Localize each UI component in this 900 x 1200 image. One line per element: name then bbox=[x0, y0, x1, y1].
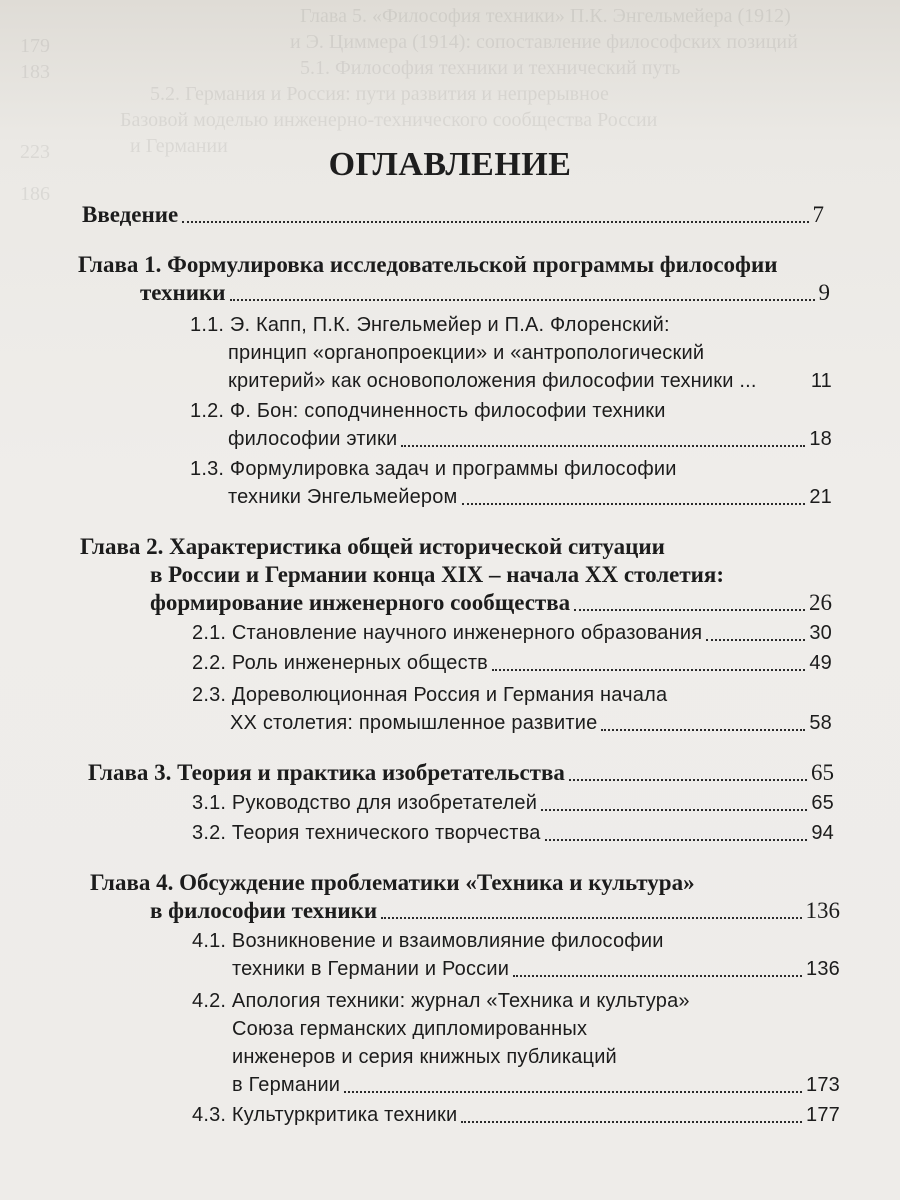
toc-entry-text: XX столетия: промышленное развитие bbox=[230, 712, 598, 734]
dot-leader bbox=[601, 729, 805, 731]
toc-entry-text: в философии техники bbox=[150, 898, 378, 923]
toc-entry-introduction bbox=[82, 200, 824, 230]
dot-leader bbox=[461, 1121, 802, 1123]
dot-leader bbox=[569, 779, 807, 781]
toc-entry-text: формирование инженерного сообщества bbox=[150, 590, 571, 615]
toc-section-4-2-line-2: Союза германских дипломированных bbox=[232, 1018, 588, 1040]
dot-leader bbox=[706, 639, 805, 641]
toc-chapter-2-line-2: в России и Германии конца XIX – начала XX столетия: bbox=[150, 562, 725, 587]
toc-entry-text: Введение bbox=[82, 202, 179, 227]
toc-section-4-1-line-2 bbox=[232, 954, 840, 984]
toc-section-1-2-line-1: 1.2. Ф. Бон: соподчиненность философии техники bbox=[190, 400, 666, 422]
toc-page-number: 177 bbox=[806, 1104, 840, 1126]
toc-page-number: 58 bbox=[809, 712, 832, 734]
toc-section-3-1 bbox=[192, 788, 834, 818]
toc-page-number: 173 bbox=[806, 1074, 840, 1096]
toc-page-number: 21 bbox=[809, 486, 832, 508]
toc-entry-text: 2.2. Роль инженерных обществ bbox=[192, 652, 489, 674]
ghost-line: и Германии bbox=[130, 135, 228, 157]
toc-entry-text: техники в Германии и России bbox=[232, 958, 510, 980]
toc-entry-text: критерий» как основоположения философии техники ... bbox=[228, 370, 757, 392]
toc-page-number: 26 bbox=[809, 590, 832, 615]
dot-leader bbox=[545, 839, 808, 841]
dot-leader bbox=[574, 609, 805, 611]
toc-page-number: 65 bbox=[811, 792, 834, 814]
toc-page-number: 94 bbox=[811, 822, 834, 844]
toc-section-2-1 bbox=[192, 618, 832, 648]
toc-page-number: 136 bbox=[805, 898, 840, 923]
toc-entry-text: 2.1. Становление научного инженерного образования bbox=[192, 622, 703, 644]
toc-section-1-1-line-3 bbox=[228, 366, 832, 396]
ghost-line: и Э. Циммера (1914): сопоставление философских позиций bbox=[290, 31, 798, 53]
toc-chapter-3 bbox=[88, 758, 834, 788]
toc-chapter-1-line-2 bbox=[140, 278, 830, 308]
toc-section-4-1-line-1: 4.1. Возникновение и взаимовлияние философии bbox=[192, 930, 664, 952]
ghost-number: 179 bbox=[20, 35, 50, 57]
ghost-line: Базовой моделью инженерно-технического сообщества России bbox=[120, 109, 658, 131]
toc-entry-text: техники bbox=[140, 280, 226, 305]
toc-entry-text: 3.1. Руководство для изобретателей bbox=[192, 792, 538, 814]
toc-section-1-3-line-1: 1.3. Формулировка задач и программы философии bbox=[190, 458, 677, 480]
toc-page-number: 65 bbox=[811, 760, 834, 785]
toc-section-4-2-line-3: инженеров и серия книжных публикаций bbox=[232, 1046, 617, 1068]
toc-section-2-3-line-2 bbox=[230, 708, 832, 738]
ghost-number: 183 bbox=[20, 61, 50, 83]
toc-chapter-1-line-1: Глава 1. Формулировка исследовательской программы философии bbox=[78, 252, 778, 277]
toc-section-1-2-line-2 bbox=[228, 424, 832, 454]
toc-section-3-2 bbox=[192, 818, 834, 848]
toc-chapter-2-line-3 bbox=[150, 588, 832, 618]
dot-leader bbox=[513, 975, 802, 977]
toc-section-2-2 bbox=[192, 648, 832, 678]
toc-entry-text: Глава 3. Теория и практика изобретательства bbox=[88, 760, 565, 785]
ghost-line: Глава 5. «Философия техники» П.К. Энгельмейера (1912) bbox=[300, 5, 791, 27]
toc-page-number: 30 bbox=[809, 622, 832, 644]
toc-section-2-3-line-1: 2.3. Дореволюционная Россия и Германия начала bbox=[192, 684, 668, 706]
ghost-number: 223 bbox=[20, 141, 50, 163]
toc-section-4-3 bbox=[192, 1100, 840, 1130]
toc-entry-text: 4.3. Культуркритика техники bbox=[192, 1104, 458, 1126]
dot-leader bbox=[381, 917, 801, 919]
toc-page-number: 11 bbox=[810, 370, 832, 392]
toc-page-number: 7 bbox=[812, 202, 824, 227]
toc-section-4-2-line-1: 4.2. Апология техники: журнал «Техника и культура» bbox=[192, 990, 690, 1012]
toc-entry-text: 3.2. Теория технического творчества bbox=[192, 822, 541, 844]
dot-leader bbox=[492, 669, 805, 671]
toc-entry-text: техники Энгельмейером bbox=[228, 486, 458, 508]
toc-section-1-3-line-2 bbox=[228, 482, 832, 512]
toc-page-number: 9 bbox=[818, 280, 830, 305]
page-title: ОГЛАВЛЕНИЕ bbox=[328, 146, 572, 183]
toc-page-number: 18 bbox=[809, 428, 832, 450]
ghost-line: 5.2. Германия и Россия: пути развития и непрерывное bbox=[150, 83, 609, 105]
dot-leader bbox=[230, 299, 815, 301]
toc-section-1-1-line-2: принцип «органопроекции» и «антропологический bbox=[228, 342, 705, 364]
dot-leader bbox=[541, 809, 807, 811]
dot-leader bbox=[182, 221, 808, 223]
toc-page-number: 136 bbox=[806, 958, 840, 980]
toc-section-1-1-line-1: 1.1. Э. Капп, П.К. Энгельмейер и П.А. Флоренский: bbox=[190, 314, 670, 336]
ghost-number: 186 bbox=[20, 183, 50, 205]
toc-entry-text: философии этики bbox=[228, 428, 398, 450]
toc-chapter-4-line-2 bbox=[150, 896, 840, 926]
dot-leader bbox=[462, 503, 806, 505]
ghost-line: 5.1. Философия техники и технический путь bbox=[300, 57, 681, 79]
toc-page-number: 49 bbox=[809, 652, 832, 674]
toc-section-4-2-line-4 bbox=[232, 1070, 840, 1100]
toc-entry-text: в Германии bbox=[232, 1074, 341, 1096]
toc-chapter-2-line-1: Глава 2. Характеристика общей исторической ситуации bbox=[80, 534, 665, 559]
toc-chapter-4-line-1: Глава 4. Обсуждение проблематики «Техника и культура» bbox=[90, 870, 695, 895]
dot-leader bbox=[344, 1091, 802, 1093]
dot-leader bbox=[401, 445, 805, 447]
